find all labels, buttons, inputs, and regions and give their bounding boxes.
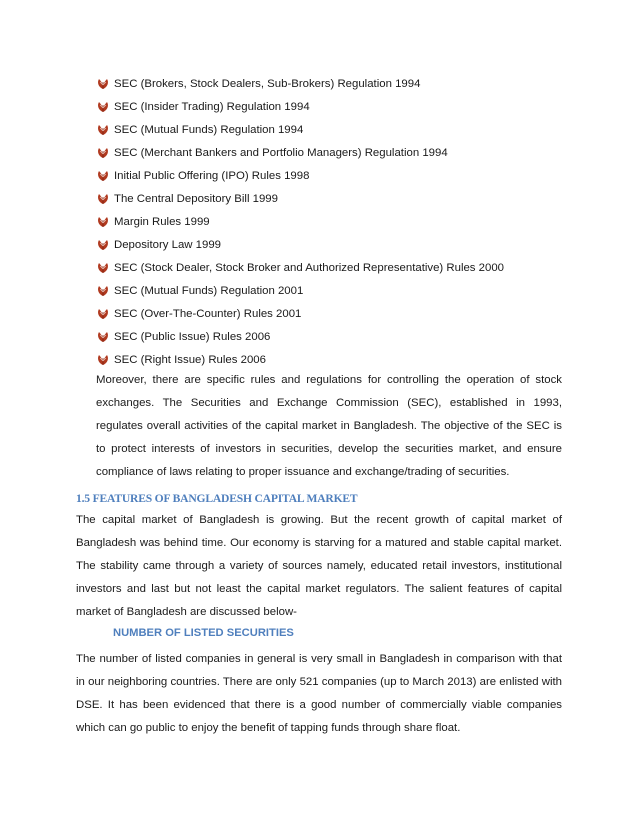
list-item-label: SEC (Mutual Funds) Regulation 1994 — [114, 123, 304, 136]
leaf-bullet-icon — [96, 215, 110, 229]
leaf-bullet-icon — [96, 284, 110, 298]
list-item — [96, 118, 504, 141]
list-item-label: SEC (Right Issue) Rules 2006 — [114, 353, 266, 366]
list-item-label: SEC (Public Issue) Rules 2006 — [114, 330, 271, 343]
features-paragraph: The capital market of Bangladesh is growing. But the recent growth of capital market of Bangladesh was behind time. Our economy is starving for a matured and stable capital market. The stability came through a variety of sources namely, educated retail investors, institutional investors and last but not least the capital market regulators. The salient features of capital market of Bangladesh are discussed below- — [76, 514, 562, 618]
leaf-bullet-icon — [96, 353, 110, 367]
list-item — [96, 256, 504, 279]
leaf-bullet-icon — [96, 307, 110, 321]
leaf-bullet-icon — [96, 261, 110, 275]
leaf-bullet-icon — [96, 77, 110, 91]
list-item-label: SEC (Over-The-Counter) Rules 2001 — [114, 307, 302, 320]
list-item — [96, 348, 504, 371]
list-item-label: SEC (Brokers, Stock Dealers, Sub-Brokers) Regulation 1994 — [114, 77, 421, 90]
list-item-label: SEC (Insider Trading) Regulation 1994 — [114, 100, 310, 113]
list-item — [96, 187, 504, 210]
section-heading: 1.5 FEATURES OF BANGLADESH CAPITAL MARKET — [76, 492, 358, 505]
list-item — [96, 72, 504, 95]
list-item-label: The Central Depository Bill 1999 — [114, 192, 278, 205]
list-item-label: SEC (Merchant Bankers and Portfolio Managers) Regulation 1994 — [114, 146, 448, 159]
list-item — [96, 233, 504, 256]
leaf-bullet-icon — [96, 100, 110, 114]
list-item-label: Margin Rules 1999 — [114, 215, 210, 228]
list-item-label: SEC (Mutual Funds) Regulation 2001 — [114, 284, 304, 297]
regulations-list — [96, 72, 504, 371]
list-item — [96, 141, 504, 164]
list-item-label: SEC (Stock Dealer, Stock Broker and Authorized Representative) Rules 2000 — [114, 261, 505, 274]
list-item — [96, 325, 504, 348]
list-item-label: Initial Public Offering (IPO) Rules 1998 — [114, 169, 310, 182]
list-item — [96, 279, 504, 302]
listed-securities-subheading: NUMBER OF LISTED SECURITIES — [113, 627, 294, 639]
list-item — [96, 302, 504, 325]
list-item — [96, 164, 504, 187]
leaf-bullet-icon — [96, 123, 110, 137]
leaf-bullet-icon — [96, 238, 110, 252]
list-item-label: Depository Law 1999 — [114, 238, 222, 251]
leaf-bullet-icon — [96, 330, 110, 344]
regulations-paragraph: Moreover, there are specific rules and regulations for controlling the operation of stock exchanges. The Securities and Exchange Commission (SEC), established in 1993, regulates overall activities of the capital market in Bangladesh. The objective of the SEC is to protect interests of investors in securities, develop the securities market, and ensure compliance of laws relating to proper issuance and exchange/trading of securities. — [96, 374, 562, 478]
leaf-bullet-icon — [96, 192, 110, 206]
list-item — [96, 95, 504, 118]
list-item — [96, 210, 504, 233]
leaf-bullet-icon — [96, 146, 110, 160]
leaf-bullet-icon — [96, 169, 110, 183]
listed-securities-paragraph: The number of listed companies in general is very small in Bangladesh in comparison with that in our neighboring countries. There are only 521 companies (up to March 2013) are enlisted with DSE. It has been evidenced that there is a good number of commercially viable companies which can go public to enjoy the benefit of tapping funds through share float. — [76, 653, 562, 734]
